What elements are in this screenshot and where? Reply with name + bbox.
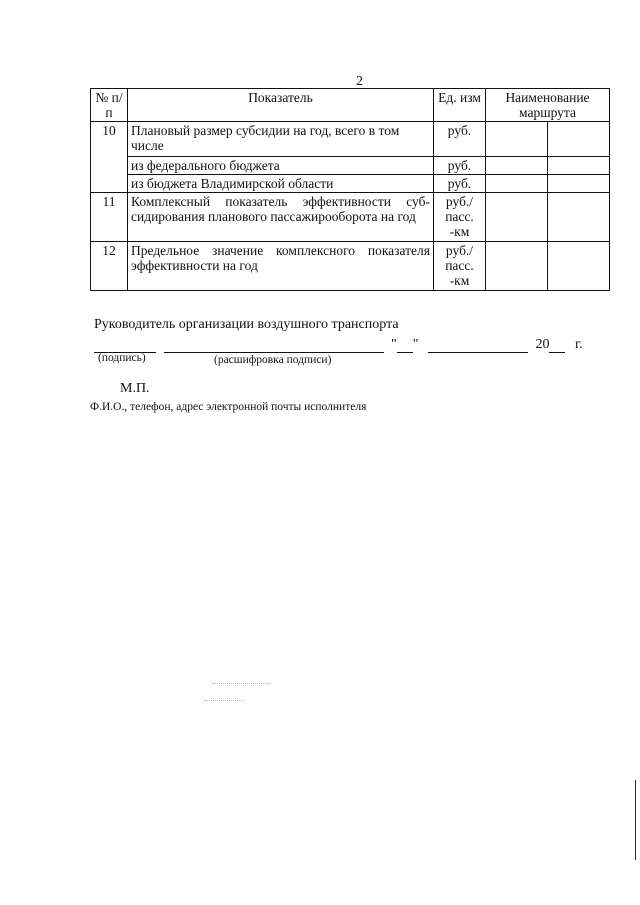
- route-cell: [548, 157, 610, 175]
- row-number: 12: [91, 242, 128, 291]
- row-unit: руб./ пасс. -км: [434, 242, 486, 291]
- route-cell: [548, 175, 610, 193]
- row-indicator: Комплексный показатель эффективности суб-сидирования планового пассажирооборота на год: [128, 193, 434, 242]
- route-cell: [486, 175, 548, 193]
- scan-artifact: [212, 683, 270, 684]
- caption-decoding: (расшифровка подписи): [214, 354, 332, 366]
- year-suffix: г.: [574, 337, 583, 352]
- row-indicator: из федерального бюджета: [128, 157, 434, 175]
- quote-close: ": [412, 337, 419, 352]
- row-unit: руб.: [434, 122, 486, 157]
- month-blank: [428, 340, 528, 353]
- day-blank: [397, 340, 413, 353]
- row-indicator: Предельное значение комплексного показателя эффективности на год: [128, 242, 434, 291]
- signature-title: Руководитель организации воздушного транспорта: [94, 317, 399, 332]
- row-unit: руб.: [434, 175, 486, 193]
- route-cell: [486, 122, 548, 157]
- row-indicator: из бюджета Владимирской области: [128, 175, 434, 193]
- table-row: [91, 157, 610, 175]
- decoding-blank: [164, 340, 384, 353]
- row-number: 10: [91, 122, 128, 193]
- header-number: № п/п: [91, 89, 128, 122]
- stamp-label: М.П.: [120, 381, 150, 396]
- header-indicator: Показатель: [128, 89, 434, 122]
- route-cell: [548, 122, 610, 157]
- scan-artifact: [204, 700, 244, 701]
- row-unit: руб./ пасс. -км: [434, 193, 486, 242]
- signature-line: [94, 337, 583, 353]
- executor-info: Ф.И.О., телефон, адрес электронной почты исполнителя: [90, 401, 367, 413]
- year-prefix: 20: [535, 337, 550, 352]
- row-unit: руб.: [434, 157, 486, 175]
- route-cell: [548, 193, 610, 242]
- table-row: [91, 242, 610, 291]
- row-number: 11: [91, 193, 128, 242]
- header-unit: Ед. изм: [434, 89, 486, 122]
- scan-edge: [635, 780, 636, 860]
- quote-open: ": [391, 337, 397, 352]
- table-row: [91, 175, 610, 193]
- indicators-table: [90, 88, 610, 291]
- year-blank: [549, 340, 565, 353]
- caption-signature: (подпись): [98, 352, 146, 364]
- table-header-row: [91, 89, 610, 122]
- route-cell: [486, 242, 548, 291]
- route-cell: [486, 193, 548, 242]
- row-indicator: Плановый размер субсидии на год, всего в том числе: [128, 122, 434, 157]
- page-number: 2: [356, 74, 363, 89]
- table-row: [91, 122, 610, 157]
- header-route: Наименование маршрута: [486, 89, 610, 122]
- route-cell: [486, 157, 548, 175]
- route-cell: [548, 242, 610, 291]
- table-row: [91, 193, 610, 242]
